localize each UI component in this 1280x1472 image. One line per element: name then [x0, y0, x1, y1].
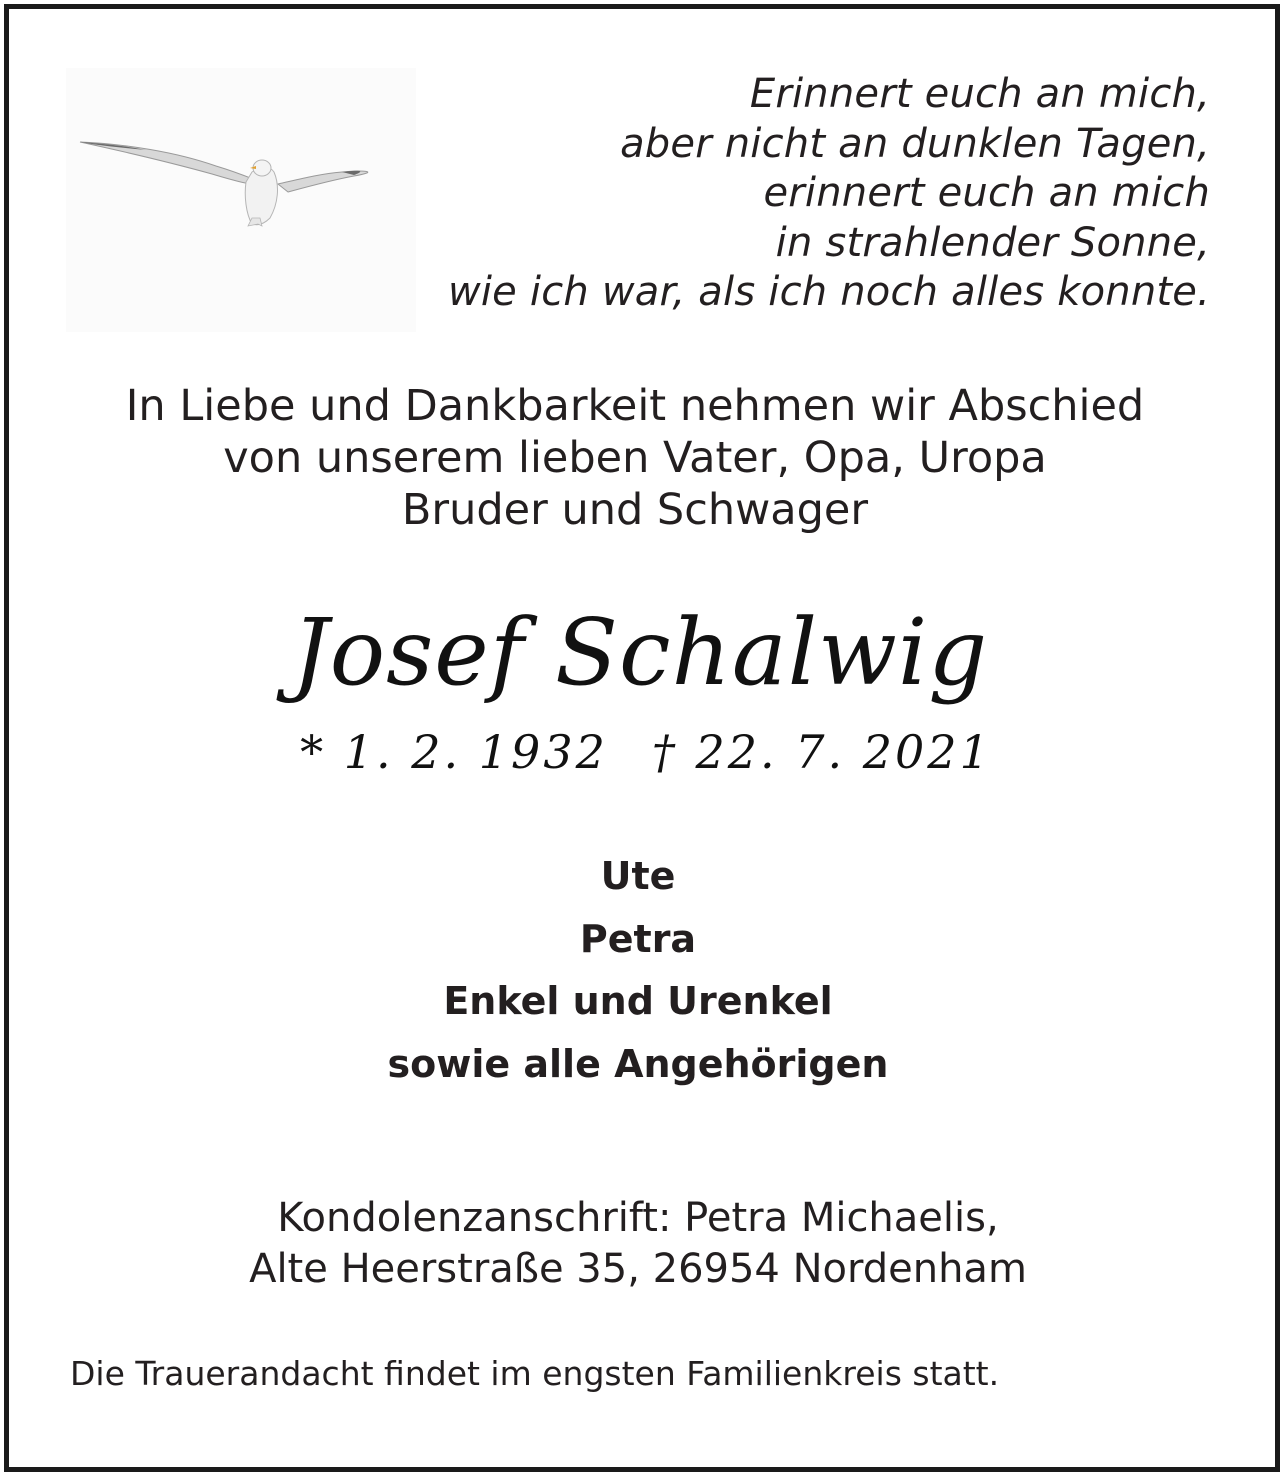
- intro-line: In Liebe und Dankbarkeit nehmen wir Abschied: [125, 381, 1145, 431]
- mourner-entry: sowie alle Angehörigen: [387, 1041, 889, 1086]
- intro-line: Bruder und Schwager: [401, 485, 869, 535]
- condolence-line: Kondolenzanschrift: Petra Michaelis,: [277, 1195, 999, 1241]
- poem-line: erinnert euch an mich: [763, 170, 1210, 216]
- farewell-intro: [0, 380, 1270, 536]
- mourners-list: [0, 845, 1276, 1095]
- mourner-entry: Enkel und Urenkel: [443, 979, 833, 1023]
- poem-line: Erinnert euch an mich,: [749, 71, 1210, 117]
- poem: [350, 70, 1210, 318]
- mourner-entry: Ute: [600, 854, 676, 898]
- poem-line: aber nicht an dunklen Tagen,: [620, 120, 1210, 167]
- deceased-name: Josef Schalwig: [291, 599, 989, 706]
- condolence-line: Alte Heerstraße 35, 26954 Nordenham: [249, 1246, 1027, 1292]
- birth-date: * 1. 2. 1932: [300, 725, 608, 779]
- poem-line: wie ich war, als ich noch alles konnte.: [447, 269, 1210, 315]
- intro-line: von unserem lieben Vater, Opa, Uropa: [223, 433, 1047, 483]
- condolence-address: [0, 1193, 1276, 1295]
- mourner-entry: Petra: [579, 916, 697, 961]
- poem-line: in strahlender Sonne,: [775, 219, 1210, 266]
- memorial-note: Die Trauerandacht findet im engsten Familienkreis statt.: [70, 1354, 1000, 1393]
- death-date: † 22. 7. 2021: [651, 725, 992, 779]
- life-dates: [0, 722, 1280, 782]
